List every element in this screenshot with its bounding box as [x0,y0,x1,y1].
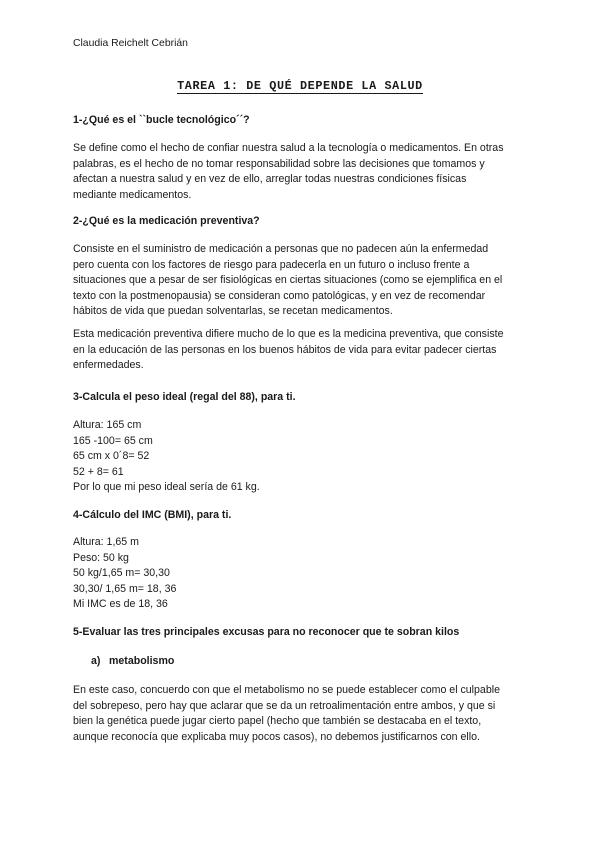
calculation-line: 165 -100= 65 cm [73,434,153,447]
paragraph-line: situaciones que a pesar de ser fisiológicas en ciertas situaciones (como se ejemplifica en el [73,274,503,287]
subsection-marker: a) [91,655,101,667]
page-title [0,79,600,93]
section-1-heading: 1-¿Qué es el ``bucle tecnológico´´? [73,114,250,126]
calculation-line: 52 + 8= 61 [73,465,124,478]
paragraph-line: palabras, es el hecho de no tomar responsabilidad sobre las decisiones que tomamos y [73,157,485,170]
section-1-paragraph [73,141,533,203]
paragraph-line: hábitos de vida que puedan solventarlas, se recetan medicamentos. [73,305,393,318]
subsection-label: metabolismo [109,655,175,667]
calculation-line: Altura: 1,65 m [73,536,139,548]
calculation-line: 65 cm x 0´8= 52 [73,450,150,463]
section-3-calculation [73,418,533,496]
paragraph-line: pero cuenta con los factores de riesgo para padecerla en un futuro o incluso frente a [73,258,470,271]
author-name: Claudia Reichelt Cebrián [73,38,188,49]
paragraph-line: mediante medicamentos. [73,188,192,201]
section-5-heading: 5-Evaluar las tres principales excusas para no reconocer que te sobran kilos [73,626,460,638]
calculation-line: Por lo que mi peso ideal sería de 61 kg. [73,481,260,494]
section-4-calculation [73,535,533,613]
paragraph-line: Se define como el hecho de confiar nuestra salud a la tecnología o medicamentos. En otras [73,142,504,154]
section-4-heading: 4-Cálculo del IMC (BMI), para ti. [73,509,232,521]
section-3-heading: 3-Calcula el peso ideal (regal del 88), para ti. [73,391,296,403]
paragraph-line: aunque reconocía que explicaba muy pocos casos), no debemos justificarnos con ello. [73,730,480,743]
page-title-text: TAREA 1: DE QUÉ DEPENDE LA SALUD [177,79,423,93]
paragraph-line: en la educación de las personas en los buenos hábitos de vida para evitar padecer ciertas [73,343,497,356]
paragraph-line: Esta medicación preventiva difiere mucho de lo que es la medicina preventiva, que consiste [73,328,504,340]
paragraph-line: bien la genética puede jugar cierto papel (hecho que también se destacaba en el texto, [73,715,482,728]
paragraph-line: texto con la postmenopausia) se consideran como patológicas, y en vez de recomendar [73,289,486,302]
paragraph-line: En este caso, concuerdo con que el metabolismo no se puede establecer como el culpable [73,684,500,696]
section-2-paragraph-2 [73,327,533,374]
calculation-line: 30,30/ 1,65 m= 18, 36 [73,582,177,595]
paragraph-line: afectan a nuestra salud y en vez de ello, arreglar todas nuestras condiciones físicas [73,173,467,186]
subsection-a-heading [91,655,174,667]
calculation-line: Peso: 50 kg [73,551,129,564]
calculation-line: Mi IMC es de 18, 36 [73,598,168,611]
calculation-line: Altura: 165 cm [73,419,142,431]
paragraph-line: del sobrepeso, pero hay que aclarar que se da un retroalimentación entre ambos, y que si [73,699,496,712]
section-2-heading: 2-¿Qué es la medicación preventiva? [73,215,260,227]
calculation-line: 50 kg/1,65 m= 30,30 [73,567,170,580]
section-2-paragraph-1 [73,242,533,320]
section-5-paragraph [73,683,533,745]
paragraph-line: Consiste en el suministro de medicación a personas que no padecen aún la enfermedad [73,243,489,255]
paragraph-line: enfermedades. [73,359,144,372]
